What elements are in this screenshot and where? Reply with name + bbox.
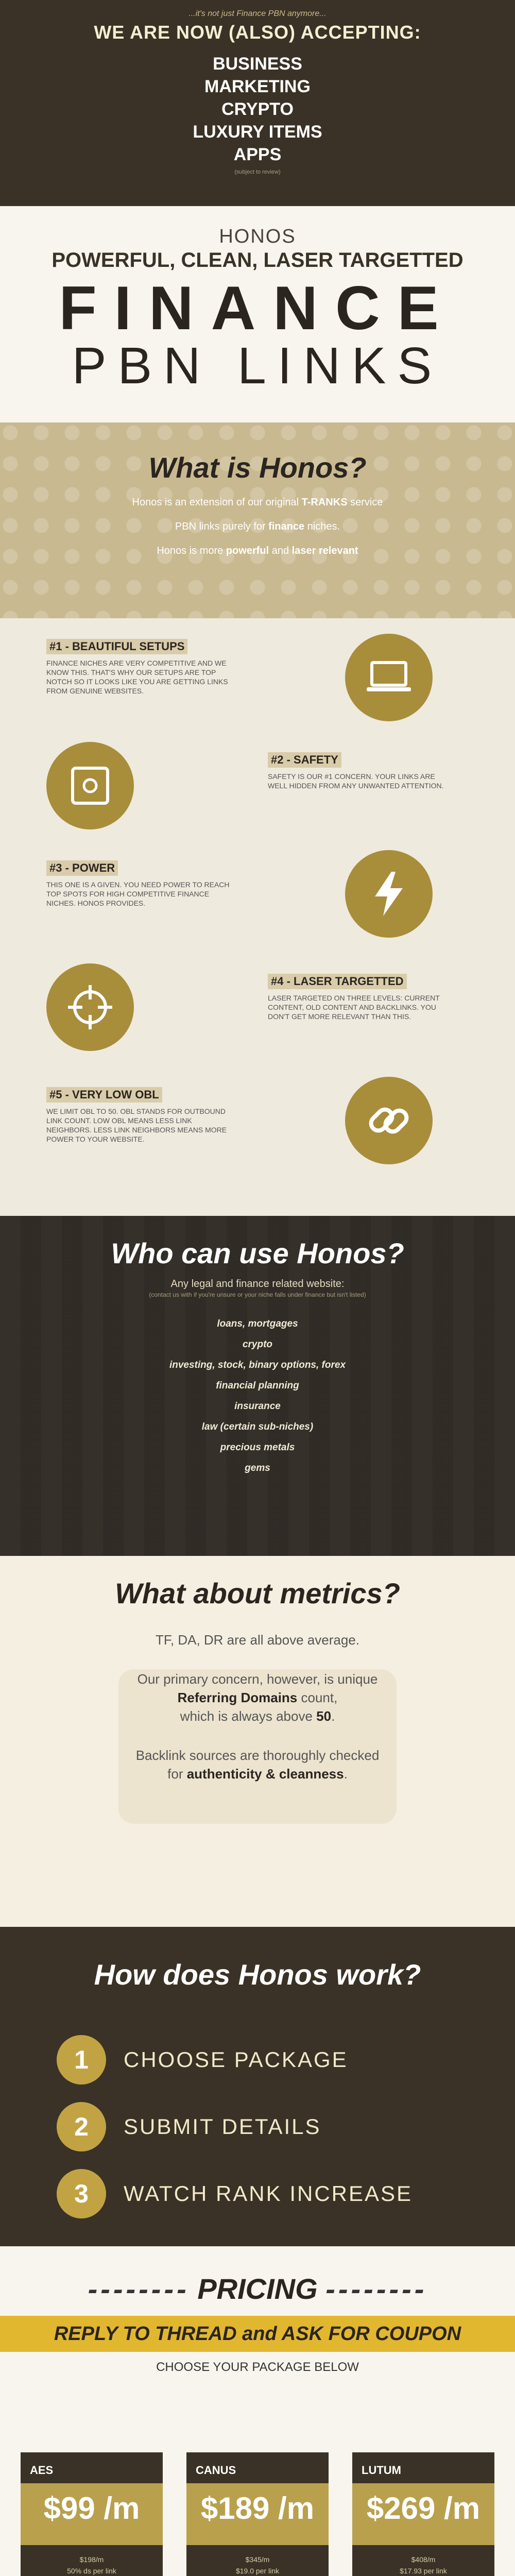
feature-title: #3 - POWER (46, 860, 118, 876)
metrics-p3: Backlink sources are thoroughly checked for authenticity & cleanness. (135, 1748, 380, 1782)
how-heading: How does Honos work? (94, 1958, 421, 1991)
what-is-section (0, 422, 515, 618)
features-section (0, 618, 515, 1216)
metrics-section (0, 1556, 515, 1927)
tagline: POWERFUL, CLEAN, LASER TARGETTED (52, 249, 464, 272)
accepting-item: CRYPTO (221, 99, 294, 119)
package-per-link: 50% ds per link (67, 2567, 116, 2575)
feature-title: #5 - VERY LOW OBL (46, 1087, 162, 1103)
step-watch-rank (57, 2169, 413, 2218)
accepting-item: MARKETING (204, 77, 311, 96)
what-line-1: Honos is an extension of our original T-RANKS service (132, 497, 383, 508)
feature-title: #1 - BEAUTIFUL SETUPS (46, 639, 187, 654)
who-heading: Who can use Honos? (111, 1237, 404, 1269)
accepting-note: (subject to review) (234, 169, 281, 175)
hero-pbn-links: PBN LINKS (72, 337, 443, 395)
who-section (0, 1216, 515, 1556)
package-name: AES (30, 2464, 54, 2477)
feature-text: LASER TARGETED ON THREE LEVELS: CURRENT CONTENT, OLD CONTENT AND BACKLINKS. YOU DON'T GET MORE RELEVANT THAN THIS. (268, 994, 440, 1021)
package-per-link: $17.93 per link (400, 2567, 447, 2575)
choose-package-text: CHOOSE YOUR PACKAGE BELOW (156, 2360, 359, 2374)
what-line-2: PBN links purely for finance niches. (175, 521, 340, 532)
who-item: investing, stock, binary options, forex (169, 1360, 346, 1370)
who-item: precious metals (220, 1442, 295, 1453)
step-number: 1 (57, 2035, 106, 2084)
who-list (0, 1314, 515, 1479)
step-number: 3 (57, 2169, 106, 2218)
safe-icon (46, 742, 134, 829)
who-subtitle: Any legal and finance related website: (170, 1278, 345, 1290)
crosshair-icon (46, 963, 134, 1051)
step-choose-package (57, 2035, 348, 2084)
feature-text: WE LIMIT OBL TO 50. OBL STANDS FOR OUTBOUND LINK COUNT. LOW OBL MEANS LESS LINK NEIGHBORS. LESS LINK NEIGHBORS MEANS MORE POWER TO YOUR WEBSITE. (46, 1107, 227, 1143)
package-price: $189 /m (186, 2483, 329, 2545)
what-heading: What is Honos? (148, 451, 367, 484)
package-card-lutum (352, 2452, 494, 2576)
step-number: 2 (57, 2102, 106, 2151)
package-card-aes (21, 2452, 163, 2576)
link-icon (345, 1077, 433, 1164)
package-old-price: $345/m (245, 2555, 270, 2564)
pricing-heading: -------- PRICING -------- (88, 2273, 427, 2305)
accepting-item: BUSINESS (213, 54, 302, 74)
feature-laser-targetted (268, 974, 453, 1021)
accepting-pre: ...it's not just Finance PBN anymore... (188, 9, 327, 18)
metrics-heading: What about metrics? (115, 1577, 400, 1609)
accepting-item: LUXURY ITEMS (193, 122, 322, 142)
package-name: CANUS (196, 2464, 236, 2477)
feature-title: #2 - SAFETY (268, 752, 341, 768)
laptop-icon (345, 634, 433, 721)
metrics-p2: Our primary concern, however, is unique Referring Domains count, which is always above 50. (137, 1671, 378, 1724)
package-price: $99 /m (21, 2483, 163, 2545)
accepting-item: APPS (233, 145, 282, 164)
accepting-headline: WE ARE NOW (ALSO) ACCEPTING: (94, 22, 421, 43)
who-item: insurance (234, 1401, 281, 1412)
step-label: CHOOSE PACKAGE (124, 2047, 348, 2072)
step-label: SUBMIT DETAILS (124, 2114, 321, 2139)
feature-title: #4 - LASER TARGETTED (268, 974, 407, 989)
package-old-price: $408/m (411, 2555, 436, 2564)
accepting-list (0, 53, 515, 166)
brand-name: HONOS (219, 226, 296, 247)
package-price: $269 /m (352, 2483, 494, 2545)
hero-title (0, 206, 515, 422)
step-label: WATCH RANK INCREASE (124, 2181, 413, 2206)
who-item: law (certain sub-niches) (201, 1421, 314, 1432)
what-line-3: Honos is more powerful and laser relevant (157, 545, 358, 556)
feature-text: THIS ONE IS A GIVEN. YOU NEED POWER TO REACH TOP SPOTS FOR HIGH COMPETITIVE FINANCE NICHES. HONOS PROVIDES. (46, 880, 230, 907)
package-card-canus (186, 2452, 329, 2576)
feature-beautiful-setups (46, 639, 232, 696)
coupon-bar: REPLY TO THREAD and ASK FOR COUPON (0, 2316, 515, 2352)
who-item: financial planning (216, 1380, 299, 1391)
feature-safety (268, 752, 453, 790)
pricing-section (0, 2246, 515, 2576)
accepting-banner (0, 0, 515, 206)
step-submit-details (57, 2102, 321, 2151)
who-item: loans, mortgages (217, 1318, 298, 1329)
hero-finance: FINANCE (59, 274, 456, 343)
who-item: gems (245, 1463, 270, 1473)
feature-low-obl (46, 1087, 232, 1144)
feature-text: SAFETY IS OUR #1 CONCERN. YOUR LINKS ARE WELL HIDDEN FROM ANY UNWANTED ATTENTION. (268, 772, 444, 790)
metrics-p1: TF, DA, DR are all above average. (156, 1632, 359, 1648)
package-old-price: $198/m (79, 2555, 104, 2564)
package-name: LUTUM (362, 2464, 401, 2477)
feature-power (46, 860, 232, 908)
who-note: (contact us with if you're unsure or your niche falls under finance but isn't listed) (149, 1291, 366, 1298)
feature-text: FINANCE NICHES ARE VERY COMPETITIVE AND WE KNOW THIS. THAT'S WHY OUR SETUPS ARE TOP NOTCH SO IT LOOKS LIKE YOU ARE GETTING LINKS FROM GENUINE WEBSITES. (46, 659, 228, 695)
lightning-icon (345, 850, 433, 938)
how-section (0, 1927, 515, 2246)
package-per-link: $19.0 per link (235, 2567, 280, 2575)
who-item: crypto (242, 1339, 273, 1350)
